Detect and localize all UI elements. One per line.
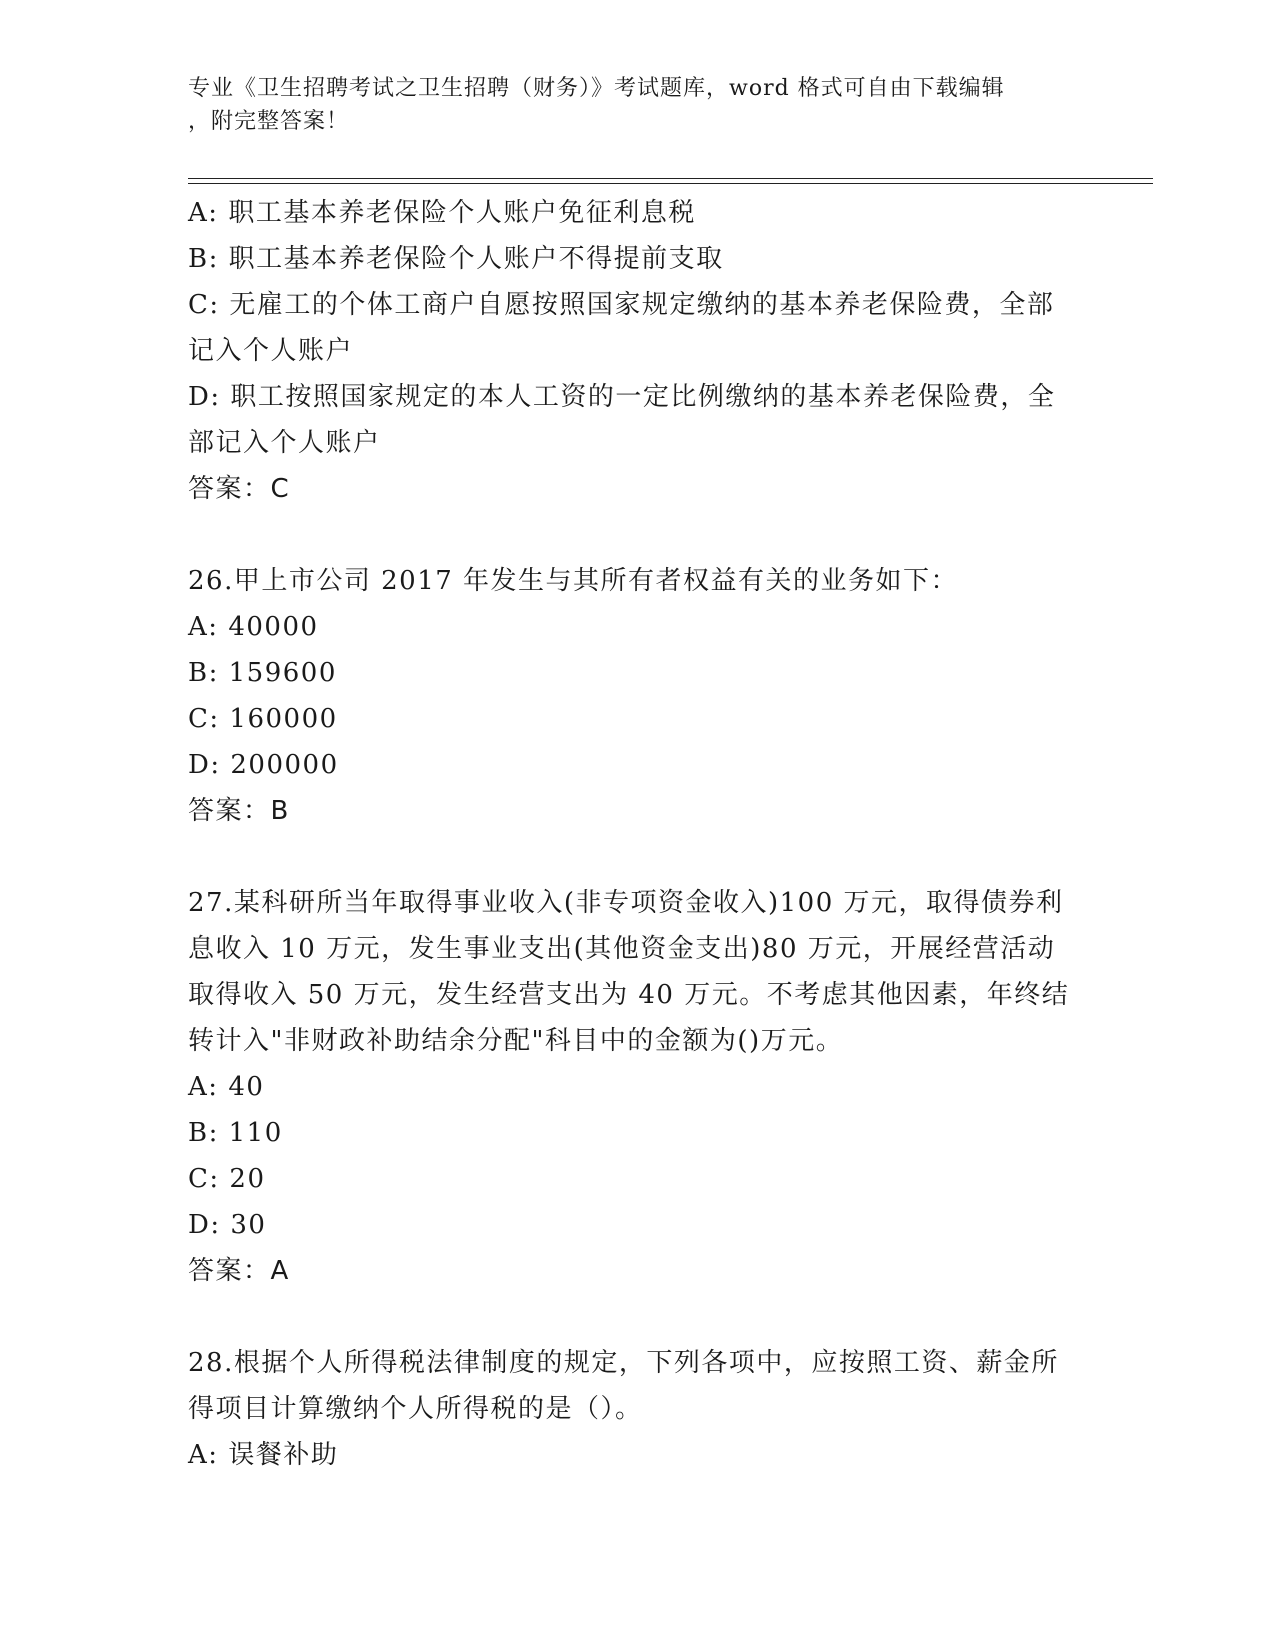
option-a xyxy=(188,604,1078,650)
option-label: A: xyxy=(188,612,219,642)
option-label: B: xyxy=(188,244,219,274)
question-28 xyxy=(188,1340,1078,1478)
option-label: A: xyxy=(188,1072,219,1102)
question-27 xyxy=(188,880,1078,1294)
option-a xyxy=(188,1064,1078,1110)
question-25 xyxy=(188,190,1078,512)
header-divider-bottom xyxy=(188,183,1153,184)
option-text: 职工按照国家规定的本人工资的一定比例缴纳的基本养老保险费，全部记入个人账户 xyxy=(188,382,1056,458)
option-label: B: xyxy=(188,1118,219,1148)
question-26 xyxy=(188,558,1078,834)
option-text: 159600 xyxy=(228,658,337,688)
spacer xyxy=(188,834,1078,880)
option-text: 40000 xyxy=(228,612,319,642)
option-text: 职工基本养老保险个人账户不得提前支取 xyxy=(228,244,724,274)
header-line-1: 专业《卫生招聘考试之卫生招聘（财务）》考试题库，word 格式可自由下载编辑 xyxy=(188,76,1005,101)
option-text: 160000 xyxy=(229,704,338,734)
question-text: 27.某科研所当年取得事业收入(非专项资金收入)100 万元，取得债券利息收入 10 万元，发生事业支出(其他资金支出)80 万元，开展经营活动取得收入 50 万元，发生经营支出为 40 万元。不考虑其他因素，年终结转计入"非财政补助结余分配"科目中的金额为()万元。 xyxy=(188,888,1070,1056)
option-d xyxy=(188,1202,1078,1248)
question-content xyxy=(188,190,1078,1478)
spacer xyxy=(188,512,1078,558)
answer: 答案：C xyxy=(188,474,291,504)
option-label: C: xyxy=(188,1164,220,1194)
spacer xyxy=(188,1294,1078,1340)
header-line-2: ，附完整答案！ xyxy=(188,109,350,134)
option-label: D: xyxy=(188,382,221,412)
question-text: 26.甲上市公司 2017 年发生与其所有者权益有关的业务如下： xyxy=(188,566,959,596)
option-text: 误餐补助 xyxy=(228,1440,339,1470)
document-header xyxy=(188,72,1068,138)
option-label: D: xyxy=(188,750,221,780)
option-c xyxy=(188,696,1078,742)
option-label: C: xyxy=(188,290,220,320)
header-divider-top xyxy=(188,178,1153,179)
option-label: A: xyxy=(188,198,219,228)
option-label: D: xyxy=(188,1210,221,1240)
option-d xyxy=(188,374,1078,466)
option-text: 40 xyxy=(228,1072,265,1102)
option-label: B: xyxy=(188,658,219,688)
option-text: 职工基本养老保险个人账户免征利息税 xyxy=(228,198,696,228)
option-b xyxy=(188,236,1078,282)
option-text: 20 xyxy=(229,1164,266,1194)
option-b xyxy=(188,650,1078,696)
option-c xyxy=(188,282,1078,374)
option-text: 110 xyxy=(228,1118,283,1148)
option-text: 200000 xyxy=(230,750,339,780)
option-c xyxy=(188,1156,1078,1202)
answer: 答案：B xyxy=(188,796,290,826)
answer: 答案：A xyxy=(188,1256,290,1286)
option-label: C: xyxy=(188,704,220,734)
option-text: 无雇工的个体工商户自愿按照国家规定缴纳的基本养老保险费，全部记入个人账户 xyxy=(188,290,1055,366)
option-a xyxy=(188,1432,1078,1478)
option-b xyxy=(188,1110,1078,1156)
option-a xyxy=(188,190,1078,236)
question-text: 28.根据个人所得税法律制度的规定，下列各项中，应按照工资、薪金所得项目计算缴纳个人所得税的是（）。 xyxy=(188,1348,1059,1424)
option-label: A: xyxy=(188,1440,219,1470)
option-text: 30 xyxy=(230,1210,267,1240)
option-d xyxy=(188,742,1078,788)
